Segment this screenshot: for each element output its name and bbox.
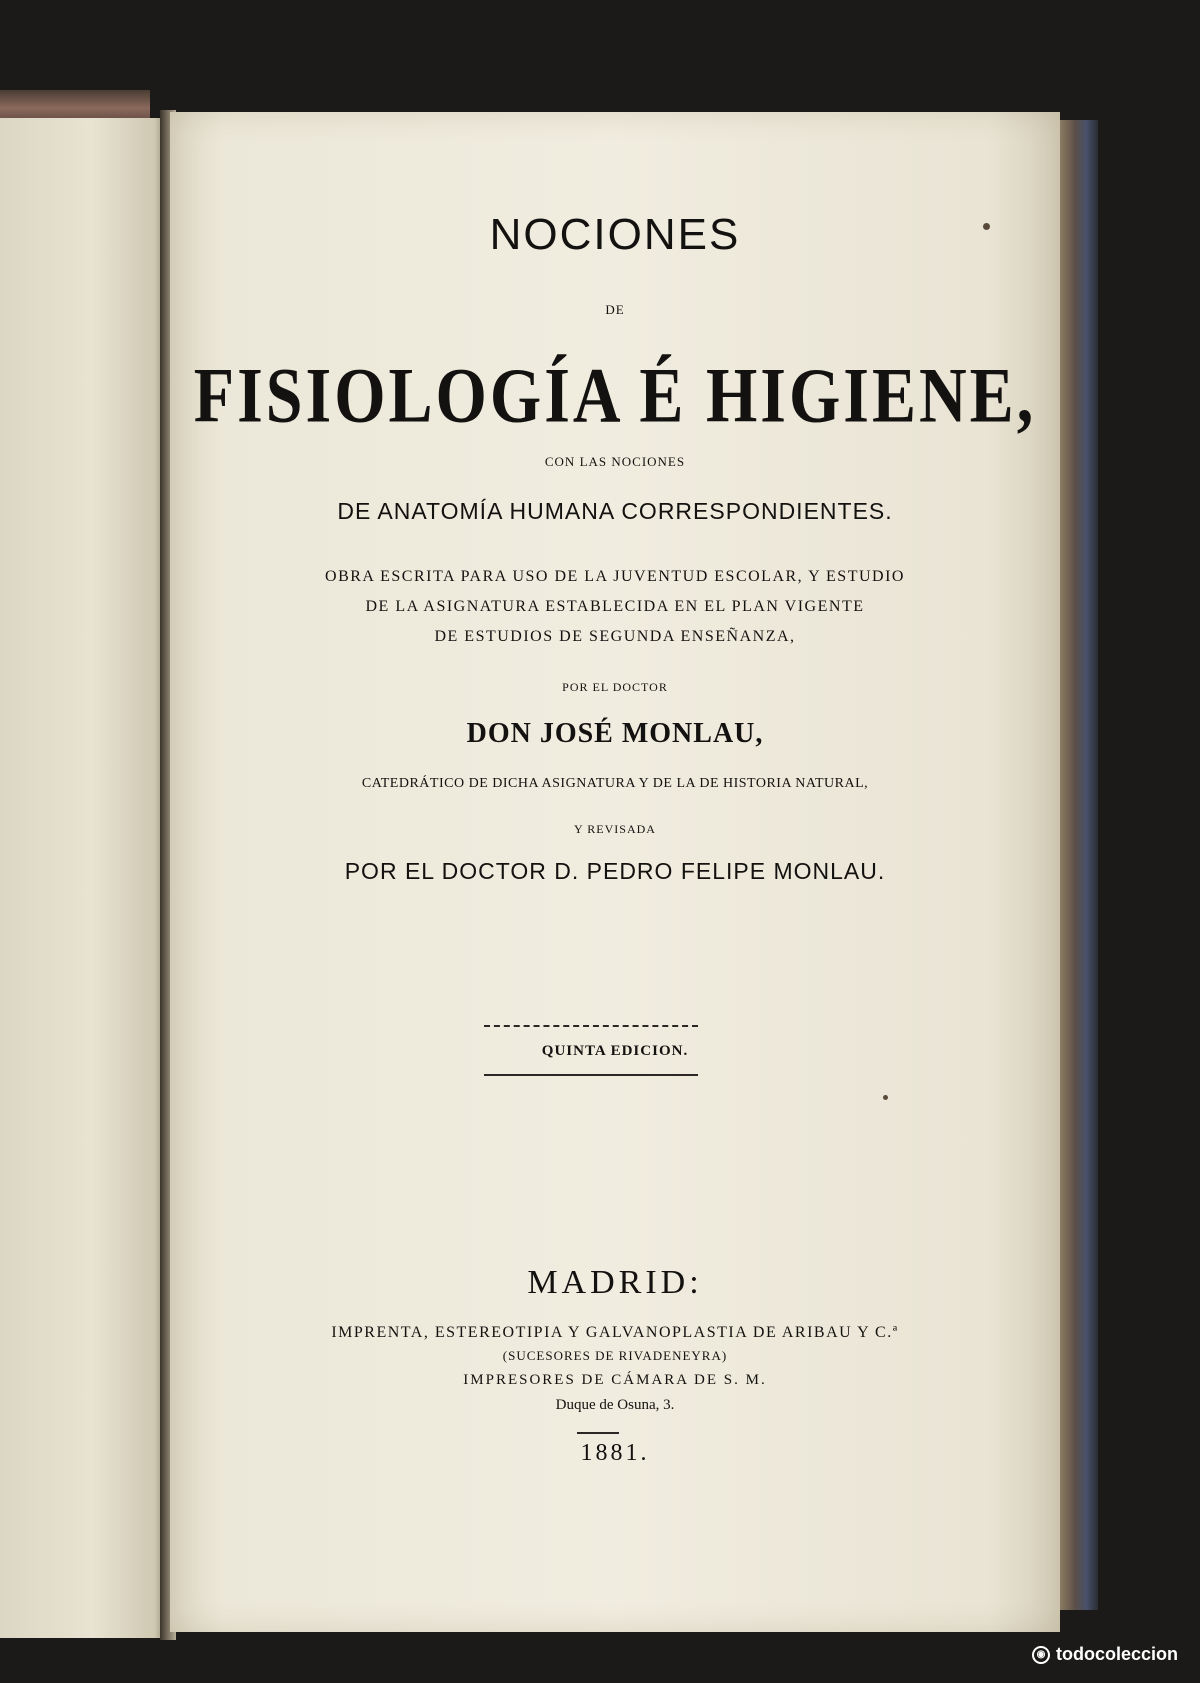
watermark-text: todocoleccion bbox=[1055, 1644, 1178, 1664]
book-cover-edge bbox=[0, 90, 150, 120]
by-label: POR EL DOCTOR bbox=[562, 680, 668, 694]
imprint-printers-to: IMPRESORES DE CÁMARA DE S. M. bbox=[463, 1372, 767, 1388]
left-page bbox=[0, 118, 168, 1638]
ornamental-rule bbox=[484, 1025, 698, 1027]
divider-rule bbox=[484, 1074, 698, 1076]
description-line: DE LA ASIGNATURA ESTABLECIDA EN EL PLAN VIGENTE bbox=[365, 598, 865, 615]
todocoleccion-logo-icon: ◉ bbox=[1032, 1646, 1050, 1664]
subtitle-intro: CON LAS NOCIONES bbox=[544, 454, 686, 469]
main-title: FISIOLOGÍA É HIGIENE, bbox=[193, 353, 1037, 440]
title-nociones: NOCIONES bbox=[489, 210, 741, 259]
title-de: DE bbox=[605, 302, 625, 317]
description-line: OBRA ESCRITA PARA USO DE LA JUVENTUD ESCOLAR, Y ESTUDIO bbox=[325, 568, 905, 585]
revised-label: Y REVISADA bbox=[574, 822, 656, 836]
imprint-printer: IMPRENTA, ESTEREOTIPIA Y GALVANOPLASTIA DE ARIBAU Y C.ª bbox=[331, 1324, 899, 1341]
watermark bbox=[1032, 1644, 1178, 1665]
description-line: DE ESTUDIOS DE SEGUNDA ENSEÑANZA, bbox=[434, 628, 796, 645]
subtitle: DE ANATOMÍA HUMANA CORRESPONDIENTES. bbox=[337, 498, 893, 524]
imprint-city: MADRID: bbox=[527, 1264, 703, 1301]
work-description bbox=[170, 562, 1060, 652]
author-role: CATEDRÁTICO DE DICHA ASIGNATURA Y DE LA DE HISTORIA NATURAL, bbox=[361, 776, 869, 791]
imprint-year: 1881. bbox=[580, 1440, 650, 1466]
imprint-address: Duque de Osuna, 3. bbox=[555, 1397, 675, 1413]
foxing-spot bbox=[883, 1095, 888, 1100]
edition: QUINTA EDICION. bbox=[541, 1043, 689, 1059]
book-cover-right-edge bbox=[1060, 120, 1098, 1610]
reviser-name: POR EL DOCTOR D. PEDRO FELIPE MONLAU. bbox=[344, 858, 886, 884]
imprint-successors: (SUCESORES DE RIVADENEYRA) bbox=[502, 1348, 728, 1363]
author-name: DON JOSÉ MONLAU, bbox=[466, 718, 764, 749]
year-rule bbox=[577, 1432, 619, 1434]
